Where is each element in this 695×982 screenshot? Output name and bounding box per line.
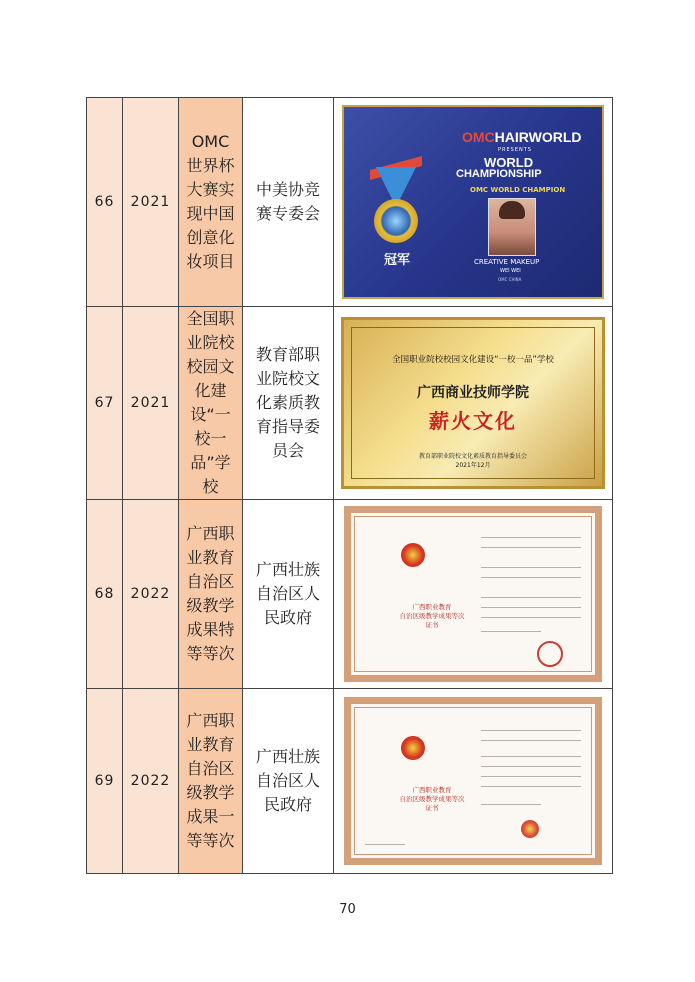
row-year: 2021 <box>123 98 179 307</box>
certificate-title: 广西职业教育 自治区级教学成果等次 证书 <box>399 603 465 629</box>
teaching-achievement-certificate-image <box>344 506 602 682</box>
national-emblem-icon <box>401 543 425 567</box>
national-emblem-icon <box>401 736 425 760</box>
issuing-organization: 教育部职业院校文化素质教育指导委员会 <box>255 345 320 460</box>
row-year: 2022 <box>123 500 179 689</box>
table-row <box>87 307 613 500</box>
table-row <box>87 500 613 689</box>
plaque-issuer: 教育部职业院校文化素质教育指导委员会 <box>418 453 527 460</box>
medal-icon <box>374 199 418 243</box>
certificate-image-cell <box>334 500 613 689</box>
certificate-image-cell <box>334 307 613 500</box>
plaque-school: 广西商业技师学院 <box>417 385 529 401</box>
official-seal-icon <box>521 820 539 838</box>
row-year: 2021 <box>123 307 179 500</box>
teaching-achievement-certificate-image <box>344 697 602 865</box>
project-name: 广西职业教育自治区级教学成果一等等次 <box>186 711 235 850</box>
plaque-date: 2021年12月 <box>455 462 491 469</box>
certificate-image-cell <box>334 98 613 307</box>
portrait-photo <box>488 198 536 256</box>
presents-text: PRESENTS <box>498 147 532 153</box>
plaque-title: 全国职业院校校园文化建设“一校一品”学校 <box>392 355 554 365</box>
row-year: 2022 <box>123 689 179 874</box>
page-number: 70 <box>339 902 356 917</box>
issuing-organization: 广西壮族自治区人民政府 <box>255 747 320 814</box>
championship-text: CHAMPIONSHIP <box>456 168 542 180</box>
certificate-title: 广西职业教育 自治区级教学成果等次 证书 <box>399 786 465 812</box>
championship-certificate-image <box>342 105 604 299</box>
issuing-organization: 广西壮族自治区人民政府 <box>255 560 320 627</box>
category-text: CREATIVE MAKEUP <box>474 258 540 266</box>
issuing-organization: 中美协竞赛专委会 <box>255 180 320 223</box>
country-text: OMC CHINA <box>498 277 522 282</box>
gold-plaque-image <box>341 317 605 489</box>
medal-label: 冠军 <box>384 253 411 268</box>
table-row <box>87 98 613 307</box>
row-number: 69 <box>87 689 123 874</box>
champion-title: OMC WORLD CHAMPION <box>470 186 566 194</box>
plaque-motto: 薪火文化 <box>429 409 517 433</box>
row-number: 68 <box>87 500 123 689</box>
brand-logo: OMCHAIRWORLD <box>462 129 582 145</box>
project-name: 广西职业教育自治区级教学成果特等等次 <box>186 524 235 663</box>
row-number: 67 <box>87 307 123 500</box>
project-name: OMC世界杯大赛实现中国创意化妆项目 <box>186 132 235 271</box>
row-number: 66 <box>87 98 123 307</box>
project-name: 全国职业院校校园文化建设“一校一品”学校 <box>186 309 235 496</box>
awards-table <box>86 97 613 874</box>
winner-name: WEI WEI <box>500 268 521 274</box>
certificate-image-cell <box>334 689 613 874</box>
world-text: WORLD <box>484 155 534 170</box>
official-seal-icon <box>537 641 563 667</box>
table-row <box>87 689 613 874</box>
